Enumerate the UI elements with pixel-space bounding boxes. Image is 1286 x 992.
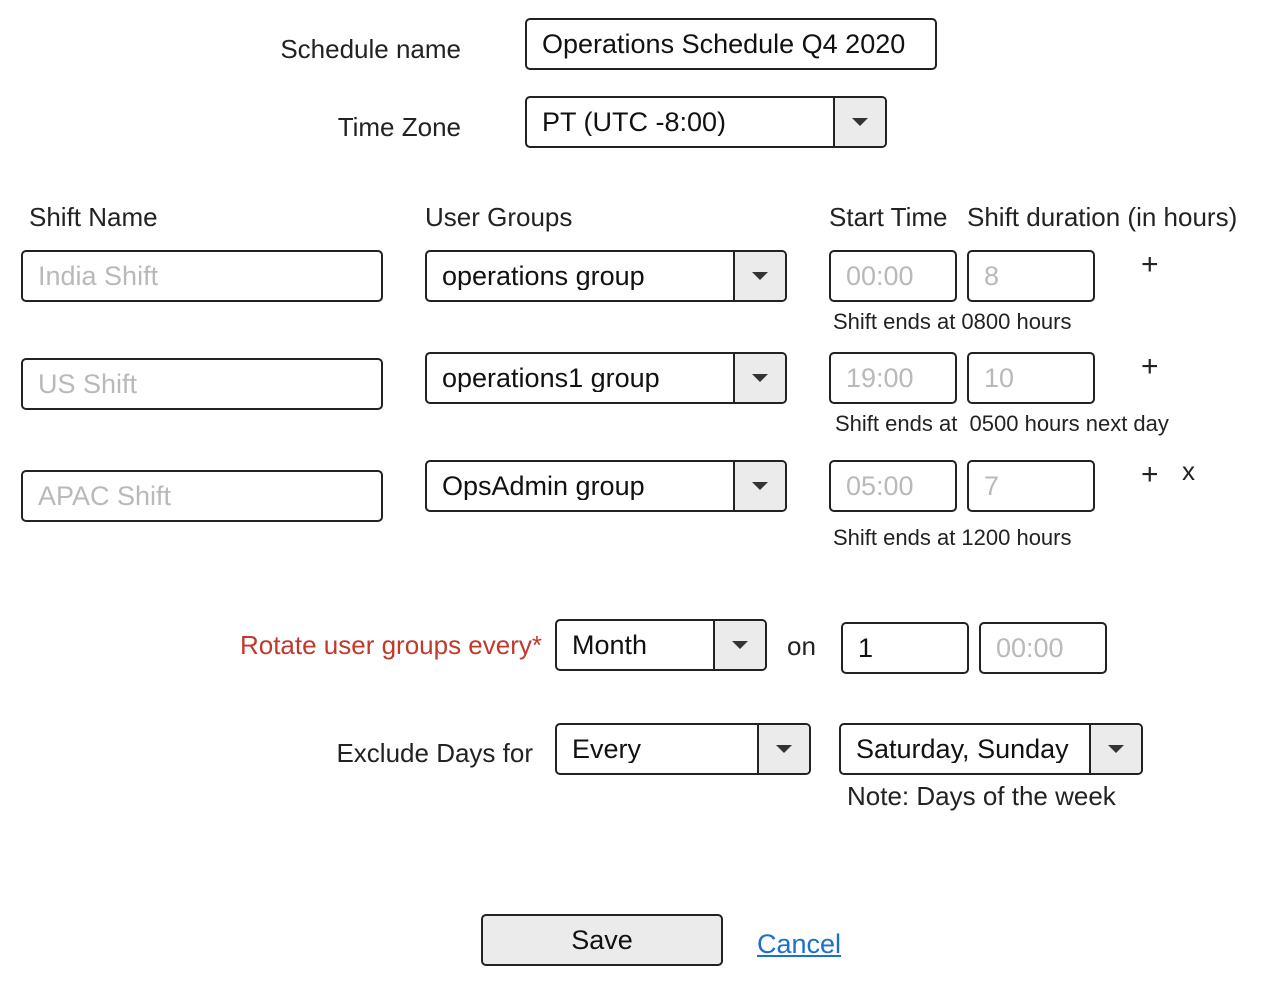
user-group-value: OpsAdmin group [442,472,645,500]
exclude-days-dropdown-button[interactable] [1089,725,1141,773]
shift-name-placeholder: APAC Shift [38,480,172,511]
time-zone-value: PT (UTC -8:00) [542,108,727,136]
exclude-frequency-dropdown-button[interactable] [757,725,809,773]
user-group-dropdown-button[interactable] [733,354,785,402]
shift-ends-note: Shift ends at 0500 hours next day [835,411,1169,436]
duration-input[interactable] [967,352,1095,404]
schedule-name-input[interactable] [525,18,937,70]
chevron-down-icon [752,272,768,280]
start-time-placeholder: 19:00 [846,362,914,393]
column-header-user-groups: User Groups [425,202,573,232]
chevron-down-icon [752,374,768,382]
add-shift-icon[interactable]: + [1141,248,1159,281]
add-shift-icon[interactable]: + [1141,350,1159,383]
on-label: on [787,631,816,661]
chevron-down-icon [732,641,748,649]
shift-name-placeholder: India Shift [38,260,159,291]
shift-name-placeholder: US Shift [38,368,138,399]
rotation-day-value: 1 [858,632,874,663]
save-button[interactable]: Save [481,914,723,966]
user-group-value: operations group [442,262,645,290]
shift-name-input[interactable] [21,358,383,410]
shift-name-input[interactable] [21,250,383,302]
chevron-down-icon [776,745,792,753]
schedule-name-value: Operations Schedule Q4 2020 [542,28,906,59]
rotate-label: Rotate user groups every* [239,630,542,660]
user-group-select[interactable] [425,460,787,512]
user-group-value: operations1 group [442,364,660,392]
chevron-down-icon [1108,745,1124,753]
exclude-days-select[interactable] [839,723,1143,775]
time-zone-dropdown-button[interactable] [833,98,885,146]
rotation-time-input[interactable] [979,622,1107,674]
add-shift-icon[interactable]: + [1141,458,1159,491]
duration-placeholder: 7 [984,470,1000,501]
shift-name-input[interactable] [21,470,383,522]
chevron-down-icon [852,118,868,126]
user-group-dropdown-button[interactable] [733,462,785,510]
shift-ends-note: Shift ends at 1200 hours [833,525,1072,550]
time-zone-select[interactable] [525,96,887,148]
exclude-frequency-value: Every [572,735,642,763]
rotation-period-dropdown-button[interactable] [713,621,765,669]
duration-input[interactable] [967,250,1095,302]
exclude-days-note: Note: Days of the week [847,781,1116,811]
schedule-name-label: Schedule name [280,34,461,64]
start-time-placeholder: 00:00 [846,260,914,291]
column-header-start-time: Start Time [829,202,948,232]
chevron-down-icon [752,482,768,490]
duration-placeholder: 8 [984,260,1000,291]
start-time-input[interactable] [829,250,957,302]
user-group-select[interactable] [425,250,787,302]
cancel-link[interactable]: Cancel [757,929,842,959]
column-header-duration: Shift duration (in hours) [967,202,1238,232]
exclude-days-value: Saturday, Sunday [856,735,1069,763]
rotation-day-input[interactable] [841,622,969,674]
start-time-placeholder: 05:00 [846,470,914,501]
column-header-shift-name: Shift Name [29,202,158,232]
exclude-days-label: Exclude Days for [336,738,533,768]
exclude-frequency-select[interactable] [555,723,811,775]
user-group-dropdown-button[interactable] [733,252,785,300]
rotation-period-value: Month [572,631,648,659]
time-zone-label: Time Zone [337,112,461,142]
rotation-time-placeholder: 00:00 [996,632,1064,663]
remove-shift-icon[interactable]: x [1182,456,1195,486]
rotation-period-select[interactable] [555,619,767,671]
shift-ends-note: Shift ends at 0800 hours [833,309,1072,334]
user-group-select[interactable] [425,352,787,404]
duration-placeholder: 10 [984,362,1015,393]
start-time-input[interactable] [829,352,957,404]
start-time-input[interactable] [829,460,957,512]
duration-input[interactable] [967,460,1095,512]
